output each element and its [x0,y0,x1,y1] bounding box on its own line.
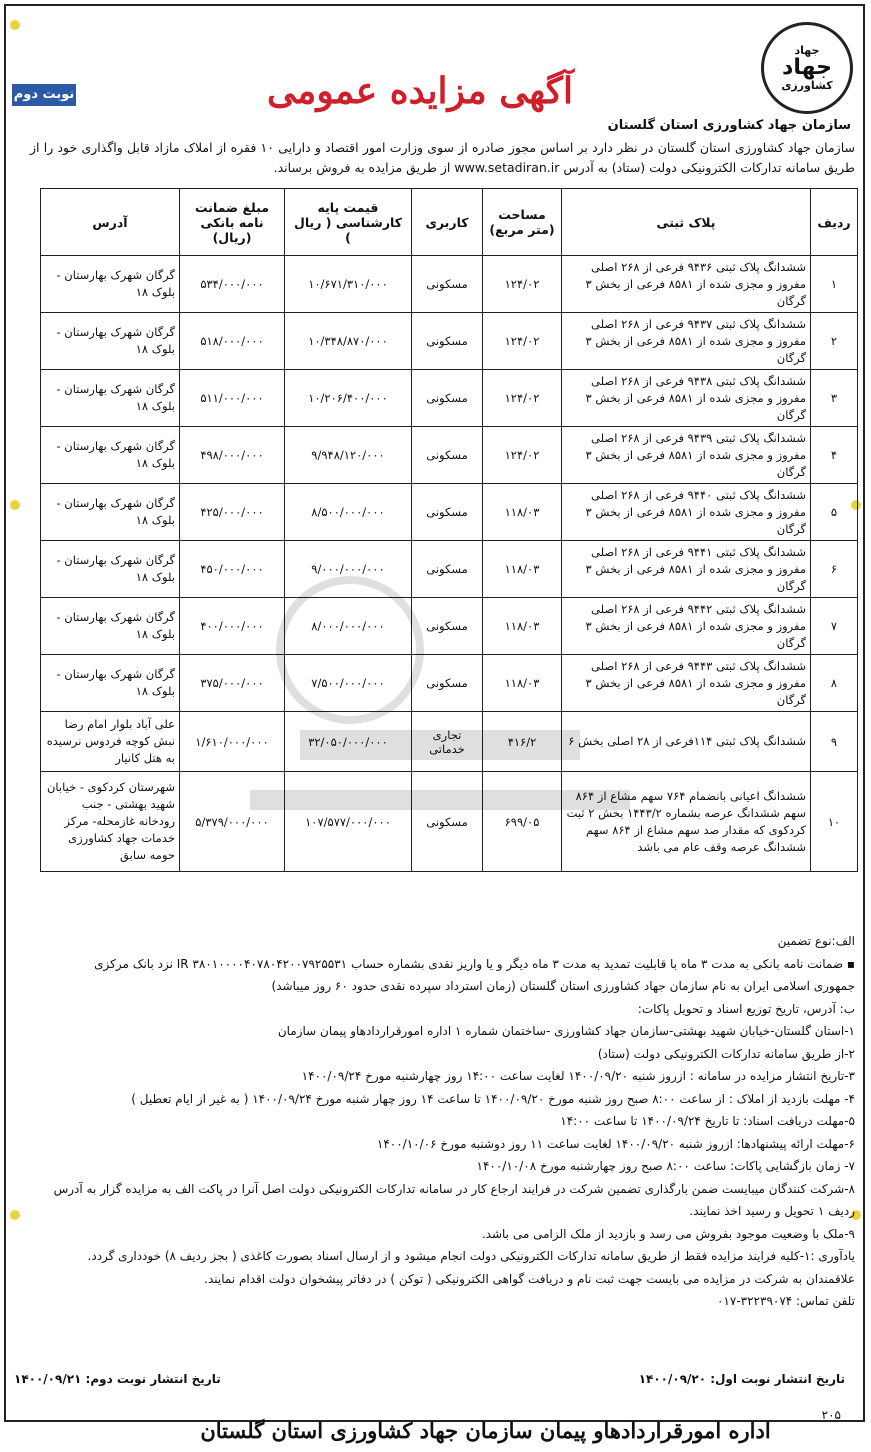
table-row [41,370,858,427]
note-line: ب: آدرس، تاریخ توزیع اسناد و تحویل پاکات: [637,1001,855,1016]
guarantee-cell: ۴۵۰/۰۰۰/۰۰۰ [180,541,285,598]
table-row [41,541,858,598]
round-badge: نوبت دوم [12,84,76,106]
area-cell: ۱۲۴/۰۲ [483,427,562,484]
ornament-dot [10,1210,20,1220]
guarantee-cell: ۵۱۱/۰۰۰/۰۰۰ [180,370,285,427]
area-cell: ۱۱۸/۰۳ [483,598,562,655]
row-number-cell: ۱۰ [811,772,858,872]
note-line: ۸-شرکت کنندگان میبایست ضمن بارگذاری تضمین شرکت در فرایند ارجاع کار در سامانه تدارکات الکترونیکی دولت اصل آنرا در پاکت الف به مزایده گزار به آدرس [53,1181,855,1196]
guarantee-cell: ۴۰۰/۰۰۰/۰۰۰ [180,598,285,655]
logo-top-text: جهاد [794,44,820,57]
area-cell: ۱۲۴/۰۲ [483,313,562,370]
address-cell: علی آباد بلوار امام رضا نبش کوچه فردوس نرسیده به هتل کانیار [41,712,180,772]
table-row [41,256,858,313]
row-number-cell: ۲ [811,313,858,370]
area-cell: ۱۱۸/۰۳ [483,541,562,598]
guarantee-cell: ۳۷۵/۰۰۰/۰۰۰ [180,655,285,712]
address-cell: گرگان شهرک بهارستان - بلوک ۱۸ [41,484,180,541]
base-price-cell: ۱۰/۳۴۸/۸۷۰/۰۰۰ [285,313,412,370]
row-number-cell: ۳ [811,370,858,427]
note-line: ۶-مهلت ارائه پیشنهادها: ازروز شنبه ۱۴۰۰/۰۹/۲۰ لغایت ساعت ۱۱ روز دوشنبه مورخ ۱۴۰۰/۱۰/۰۶ [376,1136,855,1151]
note-line: ▪ ضمانت نامه بانکی به مدت ۳ ماه با قابلیت تمدید به مدت ۳ ماه دیگر و یا واریز نقدی بشماره حساب IR ۳۸۰۱۰۰۰۰۴۰۷۸۰۴۲۰۰۷۹۲۵۵۳۱ نزد بانک مرکزی [94,956,855,971]
table-row [41,313,858,370]
note-line: تلفن تماس: ۳۲۲۳۹۰۷۴-۰۱۷ [716,1294,855,1308]
note-line: جمهوری اسلامی ایران به نام سازمان جهاد کشاورزی استان گلستان (زمان استرداد سپرده نقدی حدود ۶۰ روز میباشد) [271,979,855,993]
guarantee-cell: ۱/۶۱۰/۰۰۰/۰۰۰ [180,712,285,772]
row-number-cell: ۱ [811,256,858,313]
base-price-cell: ۹/۰۰۰/۰۰۰/۰۰۰ [285,541,412,598]
row-number-cell: ۵ [811,484,858,541]
area-cell: ۱۲۴/۰۲ [483,256,562,313]
guarantee-cell: ۴۲۵/۰۰۰/۰۰۰ [180,484,285,541]
row-number-cell: ۶ [811,541,858,598]
table-row [41,655,858,712]
table-row [41,598,858,655]
usage-cell: مسکونی [412,370,483,427]
table-row [41,772,858,872]
address-cell: شهرستان کردکوی - خیابان شهید بهشتی - جنب رودخانه غازمحله- مرکز خدمات جهاد کشاورزی حومه سابق [41,772,180,872]
plak-cell: ششدانگ پلاک ثبتی ۹۴۴۲ فرعی از ۲۶۸ اصلی مفروز و مجزی شده از ۸۵۸۱ فرعی از بخش ۳ گرگان [562,598,811,655]
note-line: ردیف ۱ تحویل و رسید اخذ نمایند. [689,1204,855,1218]
usage-cell: مسکونی [412,427,483,484]
address-cell: گرگان شهرک بهارستان - بلوک ۱۸ [41,541,180,598]
base-price-cell: ۸/۰۰۰/۰۰۰/۰۰۰ [285,598,412,655]
note-line: ۵-مهلت دریافت اسناد: تا تاریخ ۱۴۰۰/۰۹/۲۴ تا ساعت ۱۴:۰۰ [560,1114,855,1128]
usage-cell: تجاری خدماتی [412,712,483,772]
plak-cell: ششدانگ پلاک ثبتی ۹۴۴۱ فرعی از ۲۶۸ اصلی مفروز و مجزی شده از ۸۵۸۱ فرعی از بخش ۳ گرگان [562,541,811,598]
guarantee-cell: ۵۳۴/۰۰۰/۰۰۰ [180,256,285,313]
intro-paragraph: سازمان جهاد کشاورزی استان گلستان در نظر دارد بر اساس مجوز صادره از سوی وزارت امور اقتصاد و دارایی ۱۰ فقره از املاک مازاد قابل واگذاری خود را از طریق سامانه تدارکات الکترونیکی دولت (ستاد) به آدرس www.setadiran.ir از طریق مزایده به فروش برساند. [30,140,855,175]
usage-cell: مسکونی [412,313,483,370]
table-row [41,484,858,541]
note-line: الف:نوع تضمین [777,934,855,948]
ornament-dot [10,20,20,30]
address-cell: گرگان شهرک بهارستان - بلوک ۱۸ [41,370,180,427]
col-header-plak: پلاک ثبتی [562,189,811,256]
base-price-cell: ۱۰۷/۵۷۷/۰۰۰/۰۰۰ [285,772,412,872]
note-line: علاقمندان به شرکت در مزایده می بایست جهت ثبت نام و دریافت گواهی الکترونیکی ( توکن ) در دفاتر پیشخوان دولت اقدام نمایند. [204,1271,855,1286]
jahad-logo [761,22,853,114]
area-cell: ۱۱۸/۰۳ [483,655,562,712]
properties-table [40,188,858,872]
row-number-cell: ۸ [811,655,858,712]
page-number: ۲۰۵ [821,1408,841,1422]
plak-cell: ششدانگ پلاک ثبتی ۹۴۳۶ فرعی از ۲۶۸ اصلی مفروز و مجزی شده از ۸۵۸۱ فرعی از بخش ۳ گرگان [562,256,811,313]
plak-cell: ششدانگ پلاک ثبتی ۹۴۴۰ فرعی از ۲۶۸ اصلی مفروز و مجزی شده از ۸۵۸۱ فرعی از بخش ۳ گرگان [562,484,811,541]
base-price-cell: ۹/۹۴۸/۱۲۰/۰۰۰ [285,427,412,484]
base-price-cell: ۷/۵۰۰/۰۰۰/۰۰۰ [285,655,412,712]
table-header-row [41,189,858,256]
ad-notes [20,930,855,1313]
note-line: ۳-تاریخ انتشار مزایده در سامانه : ازروز شنبه ۱۴۰۰/۰۹/۲۰ لغایت ساعت ۱۴:۰۰ روز چهارشنبه مورخ ۱۴۰۰/۰۹/۲۴ [301,1069,855,1083]
ad-title: آگهی مزایده عمومی [267,70,573,112]
area-cell: ۶۹۹/۰۵ [483,772,562,872]
usage-cell: مسکونی [412,484,483,541]
guarantee-cell: ۵۱۸/۰۰۰/۰۰۰ [180,313,285,370]
note-line: ۴- مهلت بازدید از املاک : از ساعت ۸:۰۰ صبح روز شنبه مورخ ۱۴۰۰/۰۹/۲۰ تا ساعت ۱۴ روز چهار شنبه مورخ ۱۴۰۰/۰۹/۲۴ ( به غیر از ایام تعطیل ) [131,1091,855,1106]
logo-main-text: جهاد [782,55,832,80]
note-line: ۹-ملک با وضعیت موجود بفروش می رسد و بازدید از ملک الزامی می باشد. [481,1226,855,1241]
ornament-dot [10,500,20,510]
address-cell: گرگان شهرک بهارستان - بلوک ۱۸ [41,427,180,484]
plak-cell: ششدانگ پلاک ثبتی ۹۴۴۳ فرعی از ۲۶۸ اصلی مفروز و مجزی شده از ۸۵۸۱ فرعی از بخش ۳ گرگان [562,655,811,712]
row-number-cell: ۹ [811,712,858,772]
usage-cell: مسکونی [412,655,483,712]
col-header-address: آدرس [41,189,180,256]
logo-bottom-text: کشاورزی [781,79,833,92]
guarantee-cell: ۴۹۸/۰۰۰/۰۰۰ [180,427,285,484]
first-publication-date: تاریخ انتشار نوبت اول: ۱۴۰۰/۰۹/۲۰ [638,1372,845,1386]
plak-cell: ششدانگ پلاک ثبتی ۹۴۳۹ فرعی از ۲۶۸ اصلی مفروز و مجزی شده از ۸۵۸۱ فرعی از بخش ۳ گرگان [562,427,811,484]
guarantee-cell: ۵/۳۷۹/۰۰۰/۰۰۰ [180,772,285,872]
base-price-cell: ۸/۵۰۰/۰۰۰/۰۰۰ [285,484,412,541]
col-header-usage: کاربری [412,189,483,256]
note-line: ۷- زمان بازگشایی پاکات: ساعت ۸:۰۰ صبح روز چهارشنبه مورخ ۱۴۰۰/۱۰/۰۸ [476,1159,855,1173]
organization-name: سازمان جهاد کشاورزی استان گلستان [607,118,851,133]
plak-cell: ششدانگ اعیانی بانضمام ۷۶۴ سهم مشاع از ۸۶۴ سهم ششدانگ عرصه بشماره ۱۴۴۳/۲ بخش ۲ ثبت کردکوی که مقدار صد سهم مشاع از ۸۶۴ سهم ششدانگ عرصه وقف عام می باشد [562,772,811,872]
address-cell: گرگان شهرک بهارستان - بلوک ۱۸ [41,313,180,370]
bottom-department-title: اداره امورقراردادهاو پیمان سازمان جهاد کشاورزی استان گلستان [200,1418,771,1443]
table-body [41,256,858,872]
address-cell: گرگان شهرک بهارستان - بلوک ۱۸ [41,598,180,655]
area-cell: ۱۲۴/۰۲ [483,370,562,427]
usage-cell: مسکونی [412,256,483,313]
plak-cell: ششدانگ پلاک ثبتی ۱۱۴فرعی از ۲۸ اصلی بخش ۶ [562,712,811,772]
row-number-cell: ۴ [811,427,858,484]
area-cell: ۱۱۸/۰۳ [483,484,562,541]
plak-cell: ششدانگ پلاک ثبتی ۹۴۳۷ فرعی از ۲۶۸ اصلی مفروز و مجزی شده از ۸۵۸۱ فرعی از بخش ۳ گرگان [562,313,811,370]
col-header-base-price: قیمت پایه کارشناسی ( ریال ) [285,189,412,256]
base-price-cell: ۱۰/۲۰۶/۴۰۰/۰۰۰ [285,370,412,427]
usage-cell: مسکونی [412,772,483,872]
base-price-cell: ۱۰/۶۷۱/۳۱۰/۰۰۰ [285,256,412,313]
publication-dates [0,1372,871,1392]
usage-cell: مسکونی [412,598,483,655]
col-header-area: مساحت (متر مربع) [483,189,562,256]
base-price-cell: ۳۲/۰۵۰/۰۰۰/۰۰۰ [285,712,412,772]
note-line: ۲-از طریق سامانه تدارکات الکترونیکی دولت (ستاد) [597,1046,855,1061]
note-line: ۱-استان گلستان-خیابان شهید بهشتی-سازمان جهاد کشاورزی -ساختمان شماره ۱ اداره امورقراردادهاو پیمان سازمان [277,1024,855,1038]
col-header-guarantee: مبلغ ضمانت نامه بانکی (ریال) [180,189,285,256]
row-number-cell: ۷ [811,598,858,655]
col-header-row-number: ردیف [811,189,858,256]
second-publication-date: تاریخ انتشار نوبت دوم: ۱۴۰۰/۰۹/۲۱ [14,1372,221,1386]
table-row [41,427,858,484]
address-cell: گرگان شهرک بهارستان - بلوک ۱۸ [41,256,180,313]
table-row [41,712,858,772]
plak-cell: ششدانگ پلاک ثبتی ۹۴۳۸ فرعی از ۲۶۸ اصلی مفروز و مجزی شده از ۸۵۸۱ فرعی از بخش ۳ گرگان [562,370,811,427]
note-line: یادآوری :۱-کلیه فرایند مزایده فقط از طریق سامانه تدارکات الکترونیکی دولت انجام میشود و از ارسال اسناد بصورت کاغذی ( بجز ردیف ۸) خودداری گردد. [87,1249,855,1263]
address-cell: گرگان شهرک بهارستان - بلوک ۱۸ [41,655,180,712]
area-cell: ۴۱۶/۲ [483,712,562,772]
usage-cell: مسکونی [412,541,483,598]
